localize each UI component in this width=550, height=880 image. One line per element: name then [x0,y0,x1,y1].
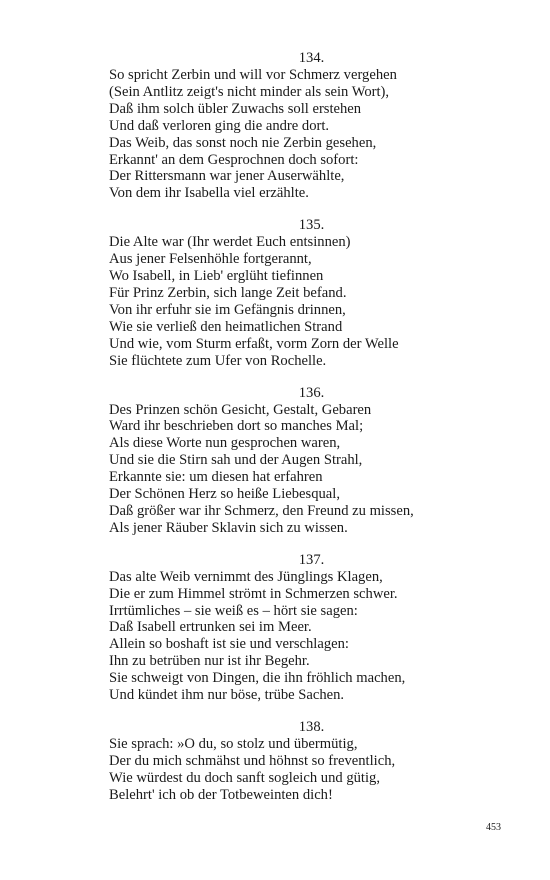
verse-line: Und sie die Stirn sah und der Augen Strahl, [109,452,363,469]
verse-line: Belehrt' ich ob der Totbeweinten dich! [109,786,333,803]
stanza-136 [109,385,469,537]
page-number: 453 [486,822,501,833]
verse-line: Wie sie verließ den heimatlichen Strand [109,318,343,335]
stanza-138 [109,719,469,804]
stanza-135 [109,217,469,369]
stanza-137 [109,552,469,704]
verse-line: Und kündet ihm nur böse, trübe Sachen. [109,687,345,704]
verse-line: Sie sprach: »O du, so stolz und übermütig, [109,736,358,752]
verse-line: Als jener Räuber Sklavin sich zu wissen. [109,519,348,536]
verse-line: Als diese Worte nun gesprochen waren, [109,435,341,452]
verse-line: Sie schweigt von Dingen, die ihn fröhlich machen, [109,670,406,687]
stanza-number: 135. [298,217,325,234]
verse-line: Des Prinzen schön Gesicht, Gestalt, Gebaren [109,401,372,418]
verse-line: Ihn zu betrüben nur ist ihr Begehr. [109,653,310,670]
verse-line: Der Schönen Herz so heiße Liebesqual, [109,486,340,503]
verse-line: Und daß verloren ging die andre dort. [109,117,330,134]
verse-line: Und wie, vom Sturm erfaßt, vorm Zorn der Welle [109,335,399,352]
stanza-134 [109,50,469,202]
verse-line: Daß größer war ihr Schmerz, den Freund zu missen, [109,502,414,519]
verse-line: Von dem ihr Isabella viel erzählte. [109,185,309,202]
stanza-number: 137. [298,551,325,568]
verse-line: Die er zum Himmel strömt in Schmerzen schwer. [109,585,398,602]
page-text-block [109,50,469,819]
verse-line: Sie flüchtete zum Ufer von Rochelle. [109,352,327,369]
verse-line: Ward ihr beschrieben dort so manches Mal; [109,418,364,435]
stanza-number: 138. [298,719,325,735]
stanza-number: 134. [298,50,325,66]
verse-line: Irrtümliches – sie weiß es – hört sie sagen: [109,602,358,619]
verse-line: Das alte Weib vernimmt des Jünglings Klagen, [109,568,383,585]
verse-line: Erkannt' an dem Gesprochnen doch sofort: [109,151,359,168]
verse-line: Der du mich schmähst und höhnst so freventlich, [109,752,396,769]
verse-line: Daß ihm solch übler Zuwachs soll erstehen [109,100,362,117]
verse-line: Daß Isabell ertrunken sei im Meer. [109,619,312,636]
verse-line: Erkannte sie: um diesen hat erfahren [109,469,323,486]
verse-line: Wie würdest du doch sanft sogleich und gütig, [109,769,380,786]
verse-line: Von ihr erfuhr sie im Gefängnis drinnen, [109,301,346,318]
verse-line: (Sein Antlitz zeigt's nicht minder als sein Wort), [109,83,390,100]
verse-line: Aus jener Felsenhöhle fortgerannt, [109,251,312,268]
verse-line: Das Weib, das sonst noch nie Zerbin gesehen, [109,134,377,151]
verse-line: Für Prinz Zerbin, sich lange Zeit befand. [109,284,347,301]
stanza-number: 136. [298,384,325,401]
verse-line: So spricht Zerbin und will vor Schmerz vergehen [109,67,397,83]
verse-line: Der Rittersmann war jener Auserwählte, [109,168,345,185]
verse-line: Die Alte war (Ihr werdet Euch entsinnen) [109,234,351,251]
verse-line: Wo Isabell, in Lieb' erglüht tiefinnen [109,268,324,285]
verse-line: Allein so boshaft ist sie und verschlagen: [109,636,349,653]
